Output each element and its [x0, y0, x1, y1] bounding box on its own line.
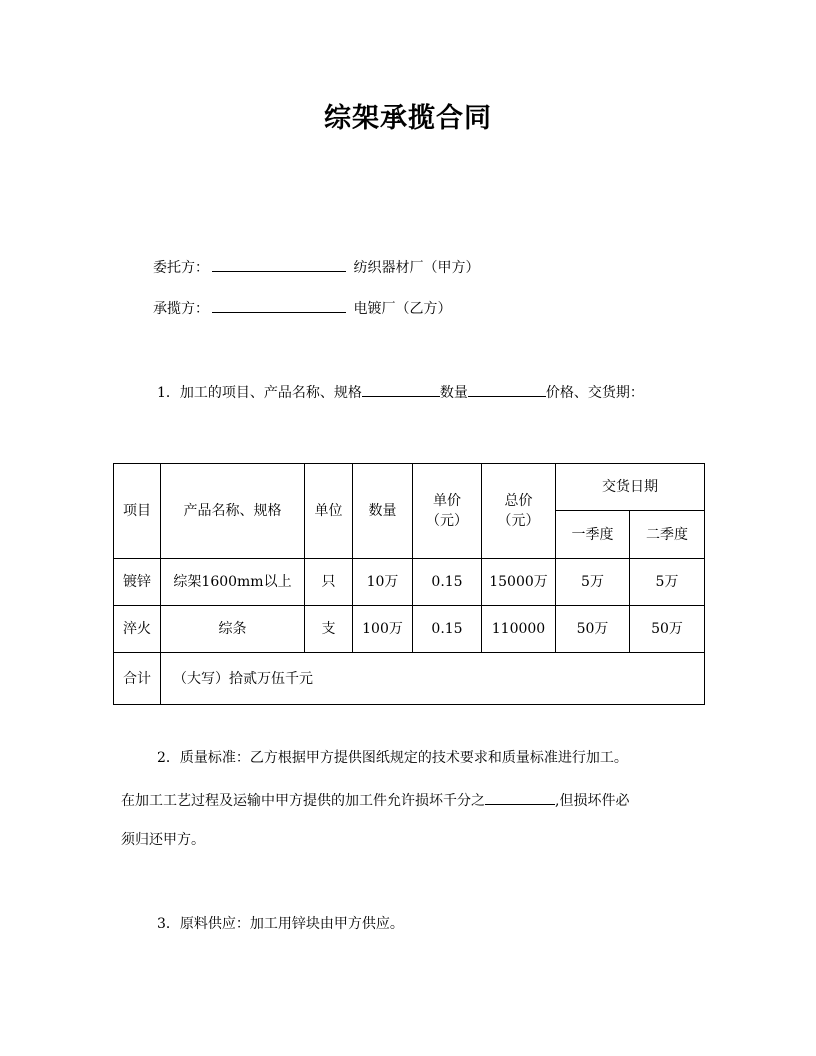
header-unit: 单位 [305, 464, 353, 559]
clause-2-line-2 [121, 788, 629, 812]
clause-3: 3．原料供应：加工用锌块由甲方供应。 [157, 916, 404, 932]
header-total-line2: （元） [497, 513, 540, 529]
client-blank [212, 255, 346, 272]
total-value: （大写）拾贰万伍千元 [161, 653, 705, 705]
cell-total: 110000 [482, 606, 556, 653]
header-q1: 一季度 [556, 511, 630, 559]
header-unit-price-line2: （元） [426, 513, 468, 529]
clause-2-line-2-prefix: 在加工工艺过程及运输中甲方提供的加工件允许损坏千分之 [121, 793, 485, 809]
clause-2-line-1: 2．质量标准：乙方根据甲方提供图纸规定的技术要求和质量标准进行加工。 [157, 750, 628, 766]
contractor-party-line [153, 296, 451, 318]
header-unit-price [413, 464, 482, 559]
table-row [114, 606, 705, 653]
header-delivery: 交货日期 [556, 464, 705, 511]
clause-1-quantity-label: 数量 [439, 385, 468, 401]
cell-total: 15000万 [482, 559, 556, 606]
total-label: 合计 [114, 653, 161, 705]
contractor-name: 电镀厂（乙方） [353, 301, 452, 317]
header-q2: 二季度 [630, 511, 705, 559]
quantity-blank [468, 380, 546, 397]
document-title: 综架承揽合同 [324, 103, 492, 134]
cell-unit-price: 0.15 [413, 606, 482, 653]
table-total-row [114, 653, 705, 705]
cell-unit-price: 0.15 [413, 559, 482, 606]
header-total [482, 464, 556, 559]
cell-product: 综条 [161, 606, 305, 653]
clause-2-line-3: 须归还甲方。 [121, 832, 205, 848]
cell-unit: 支 [305, 606, 353, 653]
damage-rate-blank [485, 788, 555, 805]
client-party-line [153, 255, 479, 277]
header-item: 项目 [114, 464, 161, 559]
cell-quantity: 100万 [353, 606, 413, 653]
clause-1-prefix: 1．加工的项目、产品名称、规格 [157, 385, 362, 401]
contractor-label: 承揽方： [153, 301, 209, 317]
cell-item: 镀锌 [114, 559, 161, 606]
header-product: 产品名称、规格 [161, 464, 305, 559]
spec-blank [362, 380, 440, 397]
cell-item: 淬火 [114, 606, 161, 653]
cell-unit: 只 [305, 559, 353, 606]
cell-q1: 5万 [556, 559, 630, 606]
clause-2-line-2-suffix: ,但损坏件必 [555, 793, 630, 809]
client-label: 委托方： [153, 260, 209, 276]
clause-1-suffix: 价格、交货期： [545, 385, 644, 401]
table-row [114, 559, 705, 606]
cell-q2: 5万 [630, 559, 705, 606]
table-header-row [114, 464, 705, 511]
cell-quantity: 10万 [353, 559, 413, 606]
clause-1 [157, 380, 644, 404]
client-name: 纺织器材厂（甲方） [353, 260, 480, 276]
header-unit-price-line1: 单价 [433, 493, 461, 509]
header-quantity: 数量 [353, 464, 413, 559]
cell-q1: 50万 [556, 606, 630, 653]
cell-q2: 50万 [630, 606, 705, 653]
items-table [113, 463, 705, 705]
header-total-line1: 总价 [504, 493, 533, 509]
cell-product: 综架1600mm以上 [161, 559, 305, 606]
contractor-blank [212, 296, 346, 313]
